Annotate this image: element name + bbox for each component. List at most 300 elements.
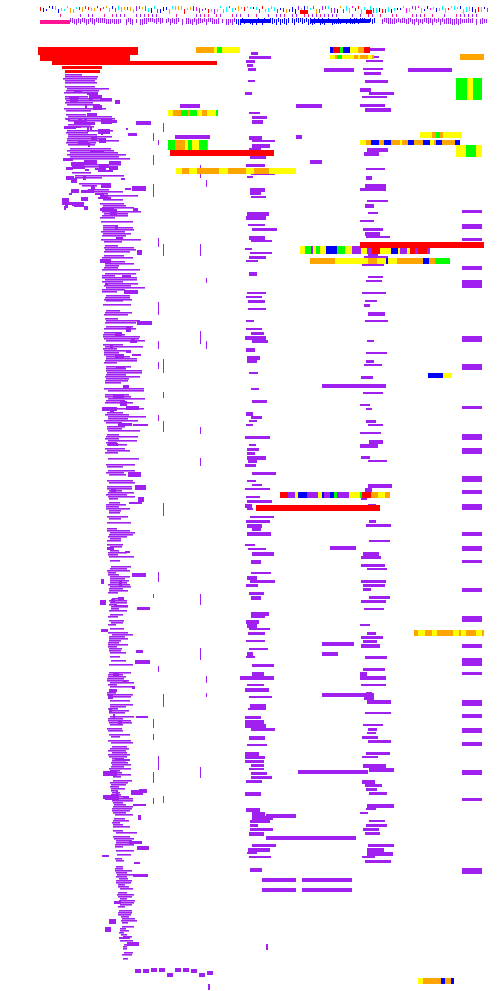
header-tick [236, 19, 237, 24]
right-column [363, 588, 371, 591]
header-tick [160, 9, 161, 13]
mid-column [245, 724, 266, 728]
purple-line [105, 414, 129, 416]
header-tick [121, 7, 122, 12]
color-bar [213, 168, 219, 174]
right-column [367, 848, 384, 852]
purple-line [106, 504, 126, 506]
purple-line [108, 616, 118, 618]
right-column [362, 756, 378, 758]
mid-column [246, 348, 255, 352]
purple-line [109, 650, 121, 652]
purple-tick [200, 594, 201, 605]
purple-line [105, 452, 118, 454]
right-column [368, 312, 385, 316]
header-tick [216, 19, 217, 24]
purple-line [110, 582, 127, 584]
color-bar [441, 978, 445, 984]
right-column [368, 844, 394, 847]
header-tick [472, 14, 473, 17]
header-tick [178, 18, 179, 22]
mid-column [249, 420, 257, 422]
mid-column [247, 576, 257, 580]
purple-line [108, 496, 135, 498]
purple-tick [153, 779, 154, 783]
purple-line [110, 586, 131, 588]
header-tick [385, 9, 386, 13]
purple-block [101, 183, 111, 188]
header-tick [91, 8, 92, 11]
mid-column [245, 336, 266, 340]
color-bar [443, 132, 450, 138]
header-tick [106, 19, 107, 24]
purple-block [118, 597, 124, 601]
header-tick [139, 6, 140, 9]
color-bar [466, 145, 469, 157]
header-tick [222, 19, 223, 23]
right-column [366, 236, 390, 238]
purple-line [117, 874, 134, 876]
header-tick [292, 7, 293, 12]
purple-line [104, 255, 124, 257]
header-tick [426, 18, 427, 23]
right-column [365, 232, 380, 236]
header-tick [74, 19, 75, 24]
header-tick [464, 14, 465, 17]
purple-block [115, 332, 122, 336]
header-tick [397, 8, 398, 10]
purple-block [139, 789, 147, 793]
purple-tick [163, 392, 164, 398]
header-tick [280, 19, 281, 25]
purple-tick [158, 238, 159, 247]
header-tick [307, 6, 308, 9]
purple-line [105, 318, 118, 320]
purple-line [122, 918, 135, 920]
color-bar [388, 258, 397, 264]
purple-line [108, 646, 117, 648]
purple-line [111, 608, 119, 610]
right-column [364, 304, 370, 307]
far-right-block [462, 868, 482, 874]
purple-block [84, 160, 97, 165]
color-bar [305, 246, 307, 254]
purple-line [111, 660, 126, 662]
header-tick [370, 6, 371, 10]
color-bar [448, 140, 455, 145]
purple-tick [206, 693, 207, 697]
red-block [40, 55, 130, 61]
header-tick [116, 19, 117, 24]
mid-column [251, 728, 275, 731]
purple-block [136, 716, 148, 718]
red-block [38, 47, 138, 55]
mid-column [249, 856, 271, 858]
purple-block [84, 140, 88, 142]
mid-column [247, 356, 260, 360]
header-tick [458, 19, 459, 25]
purple-connector [180, 104, 200, 108]
color-bar [207, 140, 208, 150]
purple-block [110, 210, 117, 215]
purple-connector [266, 836, 356, 840]
purple-line [120, 928, 126, 930]
mid-column [249, 56, 271, 59]
header-tick [484, 7, 485, 9]
purple-line [105, 249, 136, 251]
color-bar [176, 168, 182, 174]
mid-column [245, 504, 252, 508]
mid-column [251, 616, 265, 618]
purple-tick [158, 305, 159, 315]
header-tick [442, 6, 443, 10]
mid-column [246, 424, 253, 426]
header-tick [298, 18, 299, 23]
header-tick [181, 6, 182, 10]
mid-column [251, 772, 267, 775]
purple-line [104, 352, 119, 354]
purple-block [84, 206, 88, 210]
header-tick [432, 19, 433, 25]
header-tick [232, 8, 233, 12]
purple-block [72, 166, 85, 169]
purple-block [71, 162, 84, 166]
purple-line [106, 508, 130, 510]
purple-tick [158, 140, 159, 145]
purple-line [108, 492, 134, 494]
header-tick [67, 6, 68, 8]
header-tick [211, 9, 212, 12]
header-tick [372, 19, 373, 24]
mid-column [247, 64, 253, 67]
purple-block [122, 275, 131, 277]
purple-line [108, 750, 126, 752]
header-tick [276, 14, 277, 17]
color-bar [307, 492, 309, 498]
right-column [361, 556, 381, 559]
purple-tick [153, 734, 154, 740]
purple-block [109, 166, 118, 170]
header-tick [373, 8, 374, 13]
mid-column [252, 144, 270, 148]
purple-connector [262, 878, 296, 882]
header-tick [472, 7, 473, 12]
mid-column [252, 664, 274, 667]
purple-block [69, 96, 79, 99]
right-column [364, 608, 384, 610]
header-tick [109, 8, 110, 12]
header-tick [313, 6, 314, 9]
purple-connector [240, 676, 274, 680]
purple-tick [163, 694, 164, 707]
purple-line [113, 776, 121, 778]
color-bar [298, 492, 307, 498]
header-tick [156, 14, 157, 17]
purple-line [106, 340, 145, 342]
header-tick [88, 7, 89, 10]
header-tick [277, 9, 278, 13]
header-tick [451, 6, 452, 8]
purple-block [159, 968, 165, 972]
header-tick [480, 19, 481, 24]
header-tick [316, 9, 317, 14]
purple-block [132, 686, 135, 689]
color-bar [313, 246, 316, 254]
purple-line [65, 82, 97, 84]
purple-line [108, 684, 117, 686]
header-tick [175, 6, 176, 10]
header-tick [334, 8, 335, 13]
color-bar [228, 168, 233, 174]
purple-line [68, 134, 97, 136]
purple-tick [206, 676, 207, 683]
header-tick [418, 6, 419, 8]
purple-line [104, 247, 134, 249]
header-tick [460, 18, 461, 24]
color-bar [378, 492, 385, 498]
purple-line [118, 892, 127, 894]
right-column [367, 568, 387, 570]
purple-line [107, 466, 123, 468]
purple-connector [324, 68, 354, 72]
mid-column [252, 844, 276, 847]
right-column [369, 520, 376, 523]
purple-line [109, 502, 120, 504]
red-bar [360, 242, 484, 248]
header-tick [146, 18, 147, 24]
purple-line [111, 742, 133, 744]
right-column [368, 728, 377, 731]
header-tick [349, 8, 350, 13]
header-tick [192, 19, 193, 25]
header-tick [448, 18, 449, 24]
purple-line [110, 532, 135, 534]
purple-line [70, 148, 111, 150]
right-column [364, 72, 381, 75]
header-tick [398, 18, 399, 22]
header-tick [476, 19, 477, 25]
header-tick [420, 14, 421, 17]
color-bar [316, 246, 320, 254]
purple-line [107, 480, 133, 482]
header-tick [110, 19, 111, 24]
right-column [360, 220, 374, 222]
purple-line [108, 458, 139, 460]
header-tick [280, 14, 281, 17]
color-bar [193, 110, 197, 116]
purple-line [102, 215, 128, 217]
far-right-block [462, 672, 482, 675]
mid-column [249, 372, 258, 374]
purple-line [102, 275, 115, 277]
color-bar [263, 168, 269, 174]
header-tick [232, 14, 233, 17]
color-bar [418, 258, 423, 264]
purple-block [95, 193, 104, 195]
header-bar [240, 19, 270, 23]
right-column [365, 300, 377, 302]
header-tick [40, 7, 41, 11]
far-right-block [462, 336, 482, 342]
color-bar [436, 140, 442, 145]
header-tick [284, 18, 285, 24]
right-column [369, 820, 385, 822]
header-tick [306, 18, 307, 22]
header-tick [80, 19, 81, 24]
purple-tick [266, 944, 268, 950]
right-column [369, 768, 394, 772]
purple-line [114, 818, 125, 820]
purple-line [108, 418, 128, 420]
purple-tick [206, 341, 207, 349]
header-tick [430, 8, 431, 10]
purple-line [108, 592, 118, 594]
header-tick [270, 18, 271, 23]
color-bar [360, 55, 368, 59]
mid-column [247, 524, 262, 528]
purple-block [85, 104, 87, 109]
header-tick [80, 14, 81, 17]
purple-line [113, 824, 123, 826]
purple-line [110, 682, 134, 684]
mid-column [246, 780, 262, 783]
header-tick [360, 14, 361, 17]
mid-column [252, 116, 267, 119]
color-bar [345, 246, 352, 254]
purple-line [109, 638, 128, 640]
right-column [360, 404, 370, 406]
header-tick [271, 6, 272, 9]
color-bar [202, 110, 207, 116]
purple-line [123, 946, 127, 948]
color-bar [335, 258, 341, 264]
purple-line [63, 78, 97, 80]
purple-line [104, 328, 136, 330]
header-tick [223, 9, 224, 13]
header-tick [103, 7, 104, 9]
purple-line [109, 648, 122, 650]
header-tick [142, 7, 143, 9]
header-tick [73, 9, 74, 13]
purple-line [107, 570, 130, 572]
color-bar [461, 630, 466, 636]
far-right-block [462, 588, 482, 592]
header-tick [472, 18, 473, 23]
header-tick [394, 8, 395, 11]
header-tick [156, 18, 157, 24]
header-tick [230, 19, 231, 23]
purple-line [106, 436, 138, 438]
color-bar [437, 630, 444, 636]
purple-block [129, 841, 142, 844]
header-tick [470, 19, 471, 23]
purple-line [109, 636, 125, 638]
purple-line [107, 516, 128, 518]
purple-line [107, 412, 123, 414]
header-tick [274, 19, 275, 23]
right-column [365, 656, 387, 659]
purple-line [116, 872, 127, 874]
purple-line [104, 267, 118, 269]
right-column [369, 596, 390, 599]
mid-column [246, 584, 258, 587]
purple-line [111, 566, 131, 568]
header-tick [194, 18, 195, 22]
right-column [361, 636, 383, 639]
purple-connector [408, 68, 452, 72]
purple-line [111, 762, 128, 764]
header-tick [104, 18, 105, 23]
header-tick [97, 6, 98, 8]
purple-line [108, 552, 127, 554]
purple-line [106, 295, 130, 297]
color-bar [341, 258, 346, 264]
header-tick [436, 19, 437, 23]
header-tick [226, 19, 227, 25]
far-right-block [462, 490, 482, 494]
right-column [363, 228, 383, 231]
header-tick [124, 7, 125, 10]
header-tick [118, 19, 119, 24]
header-tick [184, 9, 185, 14]
right-column [364, 152, 379, 156]
right-column [360, 812, 368, 814]
color-bar [330, 55, 335, 59]
purple-block [132, 186, 146, 191]
purple-block [62, 198, 69, 202]
purple-block [126, 406, 139, 410]
purple-block [133, 208, 138, 211]
header-tick [478, 7, 479, 12]
purple-line [105, 297, 130, 299]
header-tick [456, 14, 457, 17]
right-column [365, 204, 374, 208]
mid-column [247, 508, 253, 510]
purple-line [105, 448, 125, 450]
right-column [360, 672, 367, 676]
header-tick [380, 14, 381, 17]
header-tick [304, 19, 305, 23]
right-column [363, 552, 379, 556]
purple-block [199, 973, 205, 977]
purple-line [108, 574, 119, 576]
color-bar [288, 168, 292, 174]
purple-line [115, 858, 122, 860]
purple-line [114, 838, 134, 840]
purple-line [109, 474, 126, 476]
header-tick [190, 19, 191, 24]
header-tick [278, 18, 279, 22]
purple-line [108, 730, 123, 732]
color-bar [280, 492, 288, 498]
mid-column [251, 416, 262, 419]
purple-line [103, 225, 117, 227]
mid-column [249, 696, 272, 698]
mid-column [250, 704, 266, 708]
right-column [366, 280, 382, 282]
purple-block [109, 709, 112, 712]
header-tick [462, 19, 463, 23]
purple-block [137, 321, 152, 325]
purple-line [113, 802, 123, 804]
purple-line [116, 832, 137, 834]
purple-line [108, 440, 137, 442]
purple-block [125, 188, 131, 190]
color-bar [269, 168, 274, 174]
mid-column [251, 572, 271, 574]
header-tick [322, 6, 323, 10]
header-tick [463, 9, 464, 14]
